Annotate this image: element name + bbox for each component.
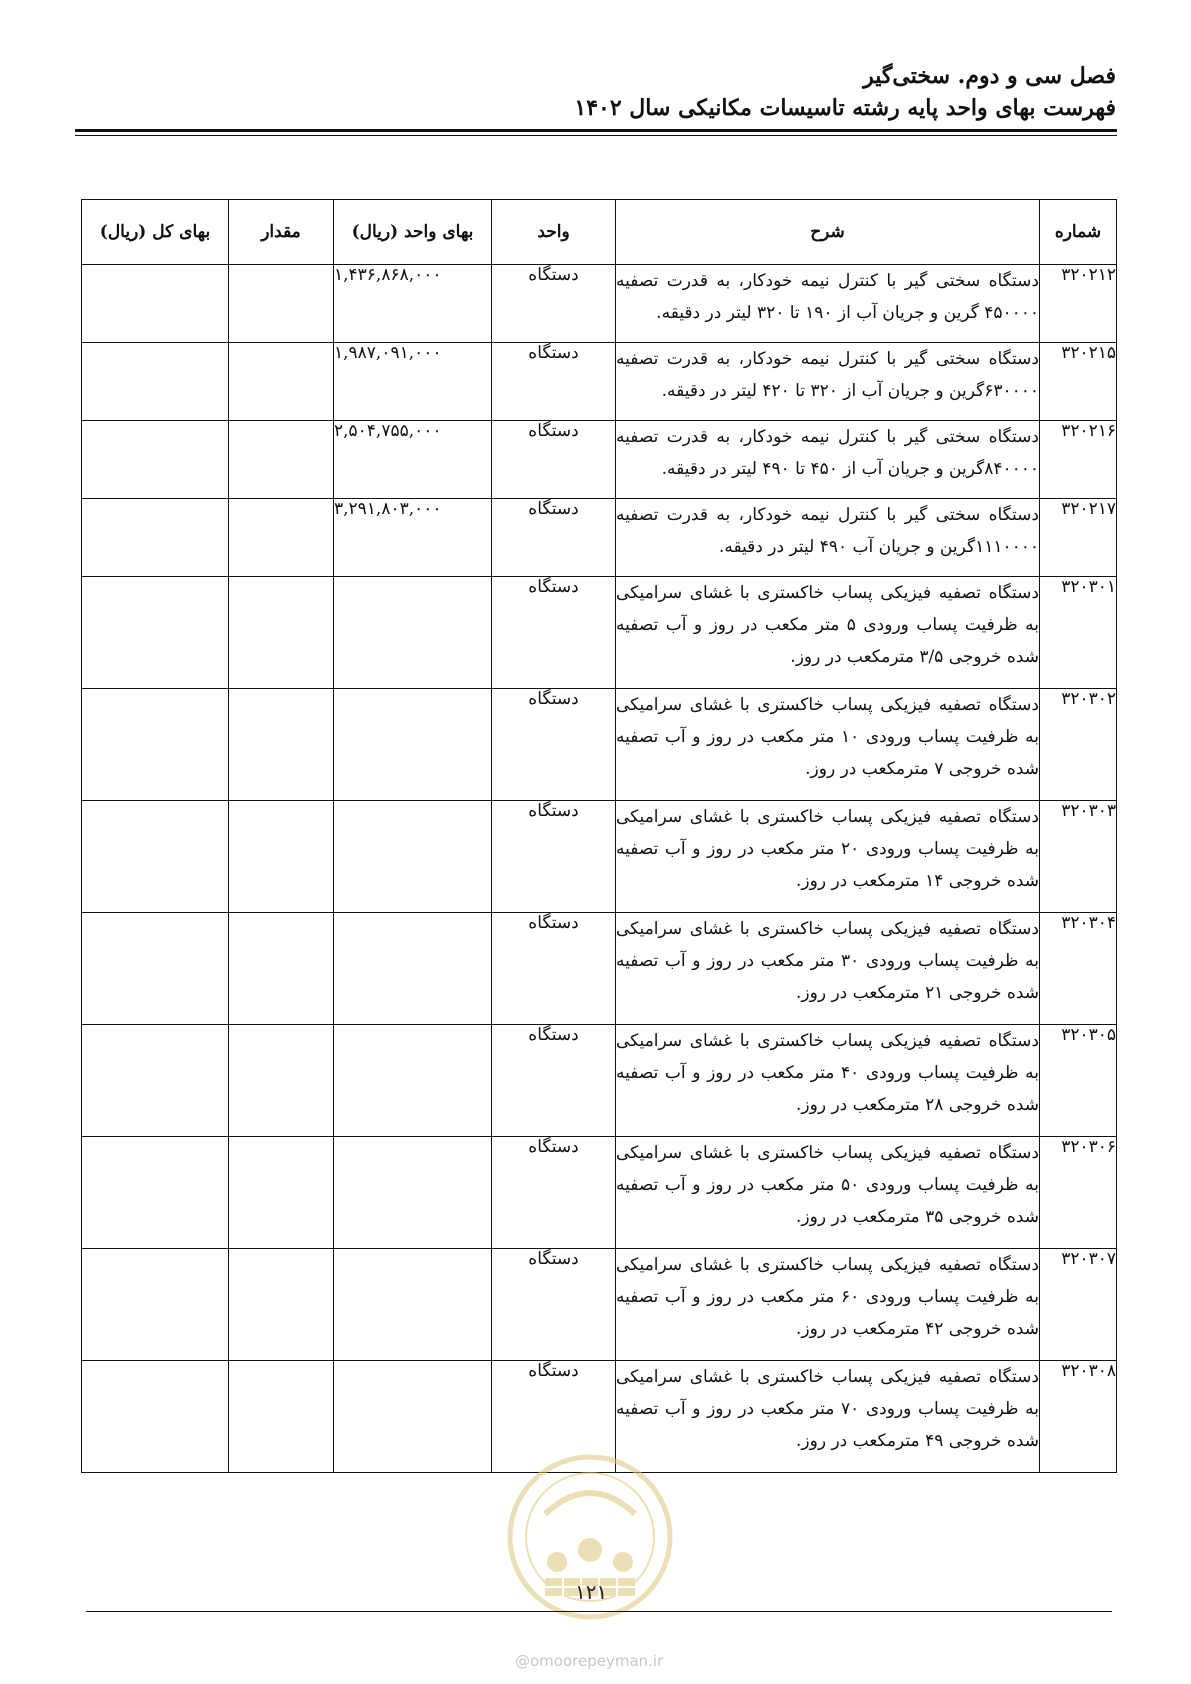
item-unit-price <box>334 801 492 913</box>
item-total-price <box>82 1361 229 1473</box>
item-unit: دستگاه <box>492 1025 616 1137</box>
item-number: ۳۲۰۳۰۲ <box>1040 689 1117 801</box>
item-quantity <box>229 801 334 913</box>
item-description: دستگاه تصفیه فیزیکی پساب خاکستری با غشای سرامیکی به ظرفیت پساب ورودی ۳۰ متر مکعب در روز و آب تصفیه شده خروجی ۲۱ مترمکعب در روز. <box>616 913 1040 1025</box>
item-quantity <box>229 689 334 801</box>
item-quantity <box>229 1137 334 1249</box>
item-unit-price <box>334 1249 492 1361</box>
item-unit: دستگاه <box>492 421 616 499</box>
item-total-price <box>82 801 229 913</box>
table-row <box>82 689 1117 801</box>
page-number: ۱۲۱ <box>575 1580 608 1604</box>
header-rule-thin <box>75 135 1117 136</box>
table-header-row <box>82 200 1117 265</box>
column-header-number: شماره <box>1040 200 1117 265</box>
item-number: ۳۲۰۲۱۲ <box>1040 265 1117 343</box>
item-unit-price: ۳,۲۹۱,۸۰۳,۰۰۰ <box>334 499 492 577</box>
column-header-description: شرح <box>616 200 1040 265</box>
item-unit-price <box>334 1361 492 1473</box>
item-number: ۳۲۰۲۱۵ <box>1040 343 1117 421</box>
item-quantity <box>229 1361 334 1473</box>
item-number: ۳۲۰۳۰۶ <box>1040 1137 1117 1249</box>
item-unit-price: ۲,۵۰۴,۷۵۵,۰۰۰ <box>334 421 492 499</box>
item-unit: دستگاه <box>492 343 616 421</box>
item-number: ۳۲۰۳۰۷ <box>1040 1249 1117 1361</box>
price-list-table <box>81 199 1117 1473</box>
item-quantity <box>229 577 334 689</box>
item-unit-price <box>334 913 492 1025</box>
item-number: ۳۲۰۳۰۴ <box>1040 913 1117 1025</box>
footer-rule <box>86 1611 1112 1612</box>
table-row <box>82 499 1117 577</box>
item-description: دستگاه تصفیه فیزیکی پساب خاکستری با غشای سرامیکی به ظرفیت پساب ورودی ۵ متر مکعب در روز و آب تصفیه شده خروجی ۳/۵ مترمکعب در روز. <box>616 577 1040 689</box>
item-description: دستگاه تصفیه فیزیکی پساب خاکستری با غشای سرامیکی به ظرفیت پساب ورودی ۴۰ متر مکعب در روز و آب تصفیه شده خروجی ۲۸ مترمکعب در روز. <box>616 1025 1040 1137</box>
item-unit: دستگاه <box>492 689 616 801</box>
header-rule-thick <box>75 129 1117 132</box>
item-unit-price: ۱,۴۳۶,۸۶۸,۰۰۰ <box>334 265 492 343</box>
table-row <box>82 913 1117 1025</box>
table-row <box>82 265 1117 343</box>
document-subtitle: فهرست بهای واحد پایه رشته تاسیسات مکانیکی سال ۱۴۰۲ <box>574 95 1116 121</box>
item-unit: دستگاه <box>492 1249 616 1361</box>
item-description: دستگاه سختی گیر با کنترل نیمه خودکار، به قدرت تصفیه ۸۴۰۰۰۰گرین و جریان آب از ۴۵۰ تا ۴۹۰ لیتر در دقیقه. <box>616 421 1040 499</box>
column-header-unit: واحد <box>492 200 616 265</box>
item-description: دستگاه تصفیه فیزیکی پساب خاکستری با غشای سرامیکی به ظرفیت پساب ورودی ۲۰ متر مکعب در روز و آب تصفیه شده خروجی ۱۴ مترمکعب در روز. <box>616 801 1040 913</box>
chapter-title: فصل سی و دوم. سختی‌گیر <box>863 63 1116 89</box>
item-quantity <box>229 265 334 343</box>
item-unit-price <box>334 1137 492 1249</box>
item-number: ۳۲۰۳۰۸ <box>1040 1361 1117 1473</box>
item-quantity <box>229 499 334 577</box>
watermark-handle: @omoorepeyman.ir <box>515 1652 664 1670</box>
item-description: دستگاه سختی گیر با کنترل نیمه خودکار، به قدرت تصفیه ۱۱۱۰۰۰۰گرین و جریان آب ۴۹۰ لیتر در دقیقه. <box>616 499 1040 577</box>
item-description: دستگاه تصفیه فیزیکی پساب خاکستری با غشای سرامیکی به ظرفیت پساب ورودی ۶۰ متر مکعب در روز و آب تصفیه شده خروجی ۴۲ مترمکعب در روز. <box>616 1249 1040 1361</box>
item-unit-price <box>334 689 492 801</box>
item-description: دستگاه تصفیه فیزیکی پساب خاکستری با غشای سرامیکی به ظرفیت پساب ورودی ۷۰ متر مکعب در روز و آب تصفیه شده خروجی ۴۹ مترمکعب در روز. <box>616 1361 1040 1473</box>
item-unit-price <box>334 1025 492 1137</box>
item-unit: دستگاه <box>492 913 616 1025</box>
item-unit: دستگاه <box>492 265 616 343</box>
item-number: ۳۲۰۳۰۵ <box>1040 1025 1117 1137</box>
item-description: دستگاه تصفیه فیزیکی پساب خاکستری با غشای سرامیکی به ظرفیت پساب ورودی ۱۰ متر مکعب در روز و آب تصفیه شده خروجی ۷ مترمکعب در روز. <box>616 689 1040 801</box>
item-unit-price: ۱,۹۸۷,۰۹۱,۰۰۰ <box>334 343 492 421</box>
item-total-price <box>82 499 229 577</box>
table-row <box>82 343 1117 421</box>
item-total-price <box>82 1025 229 1137</box>
item-quantity <box>229 913 334 1025</box>
item-unit: دستگاه <box>492 577 616 689</box>
table-row <box>82 1249 1117 1361</box>
item-unit: دستگاه <box>492 499 616 577</box>
item-quantity <box>229 1025 334 1137</box>
column-header-unit-price: بهای واحد (ریال) <box>334 200 492 265</box>
item-unit-price <box>334 577 492 689</box>
item-quantity <box>229 421 334 499</box>
item-total-price <box>82 689 229 801</box>
item-quantity <box>229 1249 334 1361</box>
table-row <box>82 421 1117 499</box>
table-row <box>82 577 1117 689</box>
item-number: ۳۲۰۲۱۶ <box>1040 421 1117 499</box>
item-unit: دستگاه <box>492 1137 616 1249</box>
item-number: ۳۲۰۳۰۳ <box>1040 801 1117 913</box>
table-row <box>82 1137 1117 1249</box>
item-quantity <box>229 343 334 421</box>
item-total-price <box>82 343 229 421</box>
table-row <box>82 1025 1117 1137</box>
column-header-total-price: بهای کل (ریال) <box>82 200 229 265</box>
item-total-price <box>82 577 229 689</box>
item-number: ۳۲۰۳۰۱ <box>1040 577 1117 689</box>
item-description: دستگاه تصفیه فیزیکی پساب خاکستری با غشای سرامیکی به ظرفیت پساب ورودی ۵۰ متر مکعب در روز و آب تصفیه شده خروجی ۳۵ مترمکعب در روز. <box>616 1137 1040 1249</box>
item-total-price <box>82 1137 229 1249</box>
item-total-price <box>82 421 229 499</box>
table-row <box>82 801 1117 913</box>
item-description: دستگاه سختی گیر با کنترل نیمه خودکار، به قدرت تصفیه ۴۵۰۰۰۰ گرین و جریان آب از ۱۹۰ تا ۳۲۰ لیتر در دقیقه. <box>616 265 1040 343</box>
item-unit: دستگاه <box>492 1361 616 1473</box>
item-description: دستگاه سختی گیر با کنترل نیمه خودکار، به قدرت تصفیه ۶۳۰۰۰۰گرین و جریان آب از ۳۲۰ تا ۴۲۰ لیتر در دقیقه. <box>616 343 1040 421</box>
column-header-quantity: مقدار <box>229 200 334 265</box>
item-total-price <box>82 1249 229 1361</box>
item-unit: دستگاه <box>492 801 616 913</box>
item-total-price <box>82 265 229 343</box>
item-total-price <box>82 913 229 1025</box>
page-header <box>66 60 1116 124</box>
item-number: ۳۲۰۲۱۷ <box>1040 499 1117 577</box>
